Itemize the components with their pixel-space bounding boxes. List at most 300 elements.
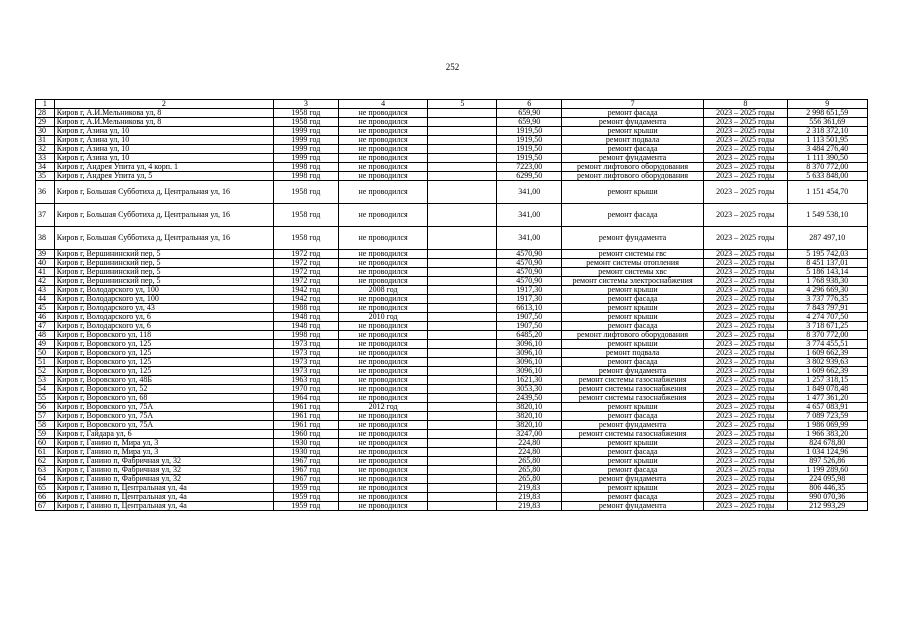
build-year-cell: 1960 год xyxy=(274,430,339,439)
cost-cell: 1 609 662,39 xyxy=(787,367,867,376)
area-cell: 224,80 xyxy=(497,439,562,448)
last-repair-cell: не проводился xyxy=(338,439,428,448)
period-cell: 2023 – 2025 годы xyxy=(704,154,788,163)
period-cell: 2023 – 2025 годы xyxy=(704,268,788,277)
column-header: 4 xyxy=(338,100,428,109)
build-year-cell: 1958 год xyxy=(274,227,339,250)
period-cell: 2023 – 2025 годы xyxy=(704,367,788,376)
work-type-cell: ремонт фундамента xyxy=(562,502,704,511)
work-type-cell: ремонт крыши xyxy=(562,127,704,136)
last-repair-cell: не проводился xyxy=(338,181,428,204)
cost-cell: 8 370 772,00 xyxy=(787,331,867,340)
area-cell: 3096,10 xyxy=(497,349,562,358)
build-year-cell: 1973 год xyxy=(274,349,339,358)
work-type-cell: ремонт крыши xyxy=(562,286,704,295)
cost-cell: 8 370 772,00 xyxy=(787,163,867,172)
period-cell: 2023 – 2025 годы xyxy=(704,412,788,421)
last-repair-cell: не проводился xyxy=(338,484,428,493)
area-cell: 341,00 xyxy=(497,227,562,250)
cost-cell: 1 986 069,99 xyxy=(787,421,867,430)
row-number-cell: 43 xyxy=(36,286,55,295)
row-number-cell: 57 xyxy=(36,412,55,421)
area-cell: 4570,90 xyxy=(497,250,562,259)
table-row xyxy=(36,439,868,448)
address-cell: Киров г, Андрея Упита ул, 5 xyxy=(54,172,273,181)
address-cell: Киров г, А.И.Мельникова ул, 8 xyxy=(54,118,273,127)
last-repair-cell: не проводился xyxy=(338,118,428,127)
empty-cell xyxy=(428,145,497,154)
last-repair-cell: не проводился xyxy=(338,358,428,367)
build-year-cell: 1973 год xyxy=(274,340,339,349)
row-number-cell: 31 xyxy=(36,136,55,145)
cost-cell: 4 274 707,50 xyxy=(787,313,867,322)
last-repair-cell: не проводился xyxy=(338,502,428,511)
empty-cell xyxy=(428,439,497,448)
table-row xyxy=(36,502,868,511)
area-cell: 1907,50 xyxy=(497,322,562,331)
row-number-cell: 46 xyxy=(36,313,55,322)
build-year-cell: 1998 год xyxy=(274,331,339,340)
build-year-cell: 1998 год xyxy=(274,163,339,172)
cost-cell: 1 199 289,60 xyxy=(787,466,867,475)
column-header: 6 xyxy=(497,100,562,109)
address-cell: Киров г, Воровского ул, 125 xyxy=(54,340,273,349)
empty-cell xyxy=(428,172,497,181)
empty-cell xyxy=(428,118,497,127)
empty-cell xyxy=(428,448,497,457)
row-number-cell: 35 xyxy=(36,172,55,181)
area-cell: 3053,30 xyxy=(497,385,562,394)
table-row xyxy=(36,385,868,394)
address-cell: Киров г, Ганино п, Мира ул, 3 xyxy=(54,439,273,448)
period-cell: 2023 – 2025 годы xyxy=(704,136,788,145)
period-cell: 2023 – 2025 годы xyxy=(704,502,788,511)
table-row xyxy=(36,259,868,268)
last-repair-cell: не проводился xyxy=(338,322,428,331)
table-row xyxy=(36,118,868,127)
work-type-cell: ремонт крыши xyxy=(562,403,704,412)
table-row xyxy=(36,376,868,385)
last-repair-cell: не проводился xyxy=(338,145,428,154)
build-year-cell: 1959 год xyxy=(274,502,339,511)
cost-cell: 4 296 669,30 xyxy=(787,286,867,295)
column-header: 9 xyxy=(787,100,867,109)
area-cell: 1919,50 xyxy=(497,127,562,136)
last-repair-cell: не проводился xyxy=(338,268,428,277)
table-row xyxy=(36,358,868,367)
area-cell: 7223,00 xyxy=(497,163,562,172)
period-cell: 2023 – 2025 годы xyxy=(704,304,788,313)
address-cell: Киров г, Воровского ул, 125 xyxy=(54,349,273,358)
row-number-cell: 55 xyxy=(36,394,55,403)
cost-cell: 1 966 383,20 xyxy=(787,430,867,439)
address-cell: Киров г, Большая Субботиха д, Центральная ул, 16 xyxy=(54,227,273,250)
last-repair-cell: не проводился xyxy=(338,448,428,457)
row-number-cell: 44 xyxy=(36,295,55,304)
work-type-cell: ремонт фасада xyxy=(562,448,704,457)
area-cell: 341,00 xyxy=(497,204,562,227)
empty-cell xyxy=(428,466,497,475)
empty-cell xyxy=(428,358,497,367)
area-cell: 659,90 xyxy=(497,109,562,118)
table-row xyxy=(36,181,868,204)
build-year-cell: 1948 год xyxy=(274,322,339,331)
work-type-cell: ремонт фасада xyxy=(562,145,704,154)
work-type-cell: ремонт фасада xyxy=(562,358,704,367)
last-repair-cell: не проводился xyxy=(338,430,428,439)
work-type-cell: ремонт фасада xyxy=(562,412,704,421)
last-repair-cell: не проводился xyxy=(338,340,428,349)
last-repair-cell: 2010 год xyxy=(338,313,428,322)
period-cell: 2023 – 2025 годы xyxy=(704,421,788,430)
empty-cell xyxy=(428,181,497,204)
cost-cell: 7 089 723,59 xyxy=(787,412,867,421)
column-header: 1 xyxy=(36,100,55,109)
empty-cell xyxy=(428,412,497,421)
empty-cell xyxy=(428,322,497,331)
cost-cell: 1 477 361,20 xyxy=(787,394,867,403)
area-cell: 3096,10 xyxy=(497,340,562,349)
last-repair-cell: не проводился xyxy=(338,349,428,358)
empty-cell xyxy=(428,304,497,313)
table-row xyxy=(36,163,868,172)
row-number-cell: 62 xyxy=(36,457,55,466)
period-cell: 2023 – 2025 годы xyxy=(704,331,788,340)
work-type-cell: ремонт фундамента xyxy=(562,227,704,250)
last-repair-cell: не проводился xyxy=(338,475,428,484)
build-year-cell: 1959 год xyxy=(274,493,339,502)
empty-cell xyxy=(428,493,497,502)
period-cell: 2023 – 2025 годы xyxy=(704,358,788,367)
period-cell: 2023 – 2025 годы xyxy=(704,259,788,268)
build-year-cell: 1972 год xyxy=(274,259,339,268)
work-type-cell: ремонт крыши xyxy=(562,181,704,204)
last-repair-cell: не проводился xyxy=(338,331,428,340)
cost-cell: 3 802 939,63 xyxy=(787,358,867,367)
table-row xyxy=(36,493,868,502)
work-type-cell: ремонт подвала xyxy=(562,136,704,145)
row-number-cell: 45 xyxy=(36,304,55,313)
address-cell: Киров г, Воровского ул, 52 xyxy=(54,385,273,394)
work-type-cell: ремонт крыши xyxy=(562,457,704,466)
address-cell: Киров г, Ганино п, Центральная ул, 4а xyxy=(54,502,273,511)
table-row xyxy=(36,127,868,136)
empty-cell xyxy=(428,250,497,259)
build-year-cell: 1942 год xyxy=(274,286,339,295)
row-number-cell: 38 xyxy=(36,227,55,250)
address-cell: Киров г, Воровского ул, 118 xyxy=(54,331,273,340)
area-cell: 6299,50 xyxy=(497,172,562,181)
row-number-cell: 54 xyxy=(36,385,55,394)
table-header-row xyxy=(36,100,868,109)
build-year-cell: 1942 год xyxy=(274,295,339,304)
table-row xyxy=(36,430,868,439)
build-year-cell: 1999 год xyxy=(274,127,339,136)
last-repair-cell: 2012 год xyxy=(338,403,428,412)
address-cell: Киров г, Азина ул, 10 xyxy=(54,145,273,154)
build-year-cell: 1999 год xyxy=(274,154,339,163)
address-cell: Киров г, Гайдара ул, 6 xyxy=(54,430,273,439)
work-type-cell: ремонт системы газоснабжения xyxy=(562,394,704,403)
last-repair-cell: не проводился xyxy=(338,250,428,259)
build-year-cell: 1958 год xyxy=(274,109,339,118)
build-year-cell: 1967 год xyxy=(274,475,339,484)
empty-cell xyxy=(428,430,497,439)
area-cell: 219,83 xyxy=(497,484,562,493)
work-type-cell: ремонт фасада xyxy=(562,466,704,475)
period-cell: 2023 – 2025 годы xyxy=(704,250,788,259)
address-cell: Киров г, Вершининский пер, 5 xyxy=(54,277,273,286)
work-type-cell: ремонт крыши xyxy=(562,484,704,493)
area-cell: 1919,50 xyxy=(497,154,562,163)
work-type-cell: ремонт системы хвс xyxy=(562,268,704,277)
empty-cell xyxy=(428,286,497,295)
table-row xyxy=(36,154,868,163)
build-year-cell: 1970 год xyxy=(274,385,339,394)
area-cell: 659,90 xyxy=(497,118,562,127)
last-repair-cell: не проводился xyxy=(338,421,428,430)
address-cell: Киров г, Володарского ул, 43 xyxy=(54,304,273,313)
table-row xyxy=(36,403,868,412)
address-cell: Киров г, Азина ул, 10 xyxy=(54,127,273,136)
table-row xyxy=(36,136,868,145)
table-row xyxy=(36,421,868,430)
table-row xyxy=(36,268,868,277)
period-cell: 2023 – 2025 годы xyxy=(704,109,788,118)
empty-cell xyxy=(428,421,497,430)
build-year-cell: 1961 год xyxy=(274,421,339,430)
table-row xyxy=(36,250,868,259)
period-cell: 2023 – 2025 годы xyxy=(704,227,788,250)
address-cell: Киров г, Воровского ул, 68 xyxy=(54,394,273,403)
area-cell: 265,80 xyxy=(497,466,562,475)
build-year-cell: 1958 год xyxy=(274,118,339,127)
table-row xyxy=(36,227,868,250)
period-cell: 2023 – 2025 годы xyxy=(704,295,788,304)
work-type-cell: ремонт фасада xyxy=(562,493,704,502)
row-number-cell: 29 xyxy=(36,118,55,127)
address-cell: Киров г, Андрея Упита ул, 4 корп. 1 xyxy=(54,163,273,172)
table-row xyxy=(36,349,868,358)
work-type-cell: ремонт системы газоснабжения xyxy=(562,376,704,385)
row-number-cell: 66 xyxy=(36,493,55,502)
empty-cell xyxy=(428,313,497,322)
address-cell: Киров г, Азина ул, 10 xyxy=(54,154,273,163)
row-number-cell: 51 xyxy=(36,358,55,367)
cost-cell: 1 768 938,30 xyxy=(787,277,867,286)
empty-cell xyxy=(428,136,497,145)
table-row xyxy=(36,172,868,181)
work-type-cell: ремонт системы отопления xyxy=(562,259,704,268)
row-number-cell: 67 xyxy=(36,502,55,511)
row-number-cell: 42 xyxy=(36,277,55,286)
row-number-cell: 36 xyxy=(36,181,55,204)
area-cell: 3820,10 xyxy=(497,412,562,421)
period-cell: 2023 – 2025 годы xyxy=(704,163,788,172)
work-type-cell: ремонт фундамента xyxy=(562,475,704,484)
period-cell: 2023 – 2025 годы xyxy=(704,277,788,286)
build-year-cell: 1972 год xyxy=(274,268,339,277)
area-cell: 4570,90 xyxy=(497,277,562,286)
row-number-cell: 48 xyxy=(36,331,55,340)
column-header: 8 xyxy=(704,100,788,109)
row-number-cell: 60 xyxy=(36,439,55,448)
address-cell: Киров г, Ганино п, Фабричная ул, 32 xyxy=(54,457,273,466)
table-row xyxy=(36,466,868,475)
address-cell: Киров г, Воровского ул, 75А xyxy=(54,403,273,412)
last-repair-cell: не проводился xyxy=(338,385,428,394)
table-row xyxy=(36,304,868,313)
address-cell: Киров г, Володарского ул, 6 xyxy=(54,313,273,322)
period-cell: 2023 – 2025 годы xyxy=(704,204,788,227)
capital-repair-table xyxy=(35,99,868,511)
work-type-cell: ремонт лифтового оборудования xyxy=(562,172,704,181)
empty-cell xyxy=(428,385,497,394)
address-cell: Киров г, Воровского ул, 125 xyxy=(54,367,273,376)
period-cell: 2023 – 2025 годы xyxy=(704,439,788,448)
last-repair-cell: не проводился xyxy=(338,172,428,181)
cost-cell: 3 484 276,40 xyxy=(787,145,867,154)
table-row xyxy=(36,145,868,154)
row-number-cell: 28 xyxy=(36,109,55,118)
cost-cell: 2 998 651,59 xyxy=(787,109,867,118)
work-type-cell: ремонт системы электроснабжения xyxy=(562,277,704,286)
period-cell: 2023 – 2025 годы xyxy=(704,394,788,403)
build-year-cell: 1988 год xyxy=(274,304,339,313)
work-type-cell: ремонт фундамента xyxy=(562,154,704,163)
table-row xyxy=(36,394,868,403)
last-repair-cell: не проводился xyxy=(338,163,428,172)
empty-cell xyxy=(428,349,497,358)
cost-cell: 5 186 143,14 xyxy=(787,268,867,277)
cost-cell: 5 195 742,03 xyxy=(787,250,867,259)
period-cell: 2023 – 2025 годы xyxy=(704,340,788,349)
row-number-cell: 50 xyxy=(36,349,55,358)
row-number-cell: 39 xyxy=(36,250,55,259)
table-body xyxy=(36,109,868,511)
empty-cell xyxy=(428,502,497,511)
last-repair-cell: не проводился xyxy=(338,457,428,466)
table-row xyxy=(36,340,868,349)
cost-cell: 2 318 372,10 xyxy=(787,127,867,136)
empty-cell xyxy=(428,331,497,340)
last-repair-cell: не проводился xyxy=(338,466,428,475)
table-row xyxy=(36,457,868,466)
period-cell: 2023 – 2025 годы xyxy=(704,466,788,475)
area-cell: 265,80 xyxy=(497,475,562,484)
last-repair-cell: не проводился xyxy=(338,367,428,376)
row-number-cell: 52 xyxy=(36,367,55,376)
column-header: 7 xyxy=(562,100,704,109)
empty-cell xyxy=(428,484,497,493)
area-cell: 3820,10 xyxy=(497,421,562,430)
last-repair-cell: не проводился xyxy=(338,304,428,313)
empty-cell xyxy=(428,127,497,136)
build-year-cell: 1967 год xyxy=(274,466,339,475)
area-cell: 3096,10 xyxy=(497,358,562,367)
build-year-cell: 1930 год xyxy=(274,448,339,457)
build-year-cell: 1959 год xyxy=(274,484,339,493)
last-repair-cell: не проводился xyxy=(338,227,428,250)
empty-cell xyxy=(428,475,497,484)
work-type-cell: ремонт системы газоснабжения xyxy=(562,385,704,394)
work-type-cell: ремонт системы гвс xyxy=(562,250,704,259)
last-repair-cell: не проводился xyxy=(338,493,428,502)
cost-cell: 990 070,36 xyxy=(787,493,867,502)
column-header: 5 xyxy=(428,100,497,109)
table-row xyxy=(36,295,868,304)
build-year-cell: 1963 год xyxy=(274,376,339,385)
table-row xyxy=(36,367,868,376)
cost-cell: 1 151 454,70 xyxy=(787,181,867,204)
row-number-cell: 40 xyxy=(36,259,55,268)
last-repair-cell: не проводился xyxy=(338,394,428,403)
address-cell: Киров г, Ганино п, Центральная ул, 4а xyxy=(54,493,273,502)
address-cell: Киров г, Вершининский пер, 5 xyxy=(54,250,273,259)
row-number-cell: 59 xyxy=(36,430,55,439)
empty-cell xyxy=(428,403,497,412)
address-cell: Киров г, Вершининский пер, 5 xyxy=(54,259,273,268)
period-cell: 2023 – 2025 годы xyxy=(704,145,788,154)
last-repair-cell: не проводился xyxy=(338,259,428,268)
row-number-cell: 37 xyxy=(36,204,55,227)
work-type-cell: ремонт фундамента xyxy=(562,118,704,127)
empty-cell xyxy=(428,227,497,250)
build-year-cell: 1964 год xyxy=(274,394,339,403)
period-cell: 2023 – 2025 годы xyxy=(704,118,788,127)
row-number-cell: 32 xyxy=(36,145,55,154)
address-cell: Киров г, Володарского ул, 100 xyxy=(54,286,273,295)
work-type-cell: ремонт крыши xyxy=(562,304,704,313)
address-cell: Киров г, А.И.Мельникова ул, 8 xyxy=(54,109,273,118)
empty-cell xyxy=(428,109,497,118)
build-year-cell: 1961 год xyxy=(274,403,339,412)
address-cell: Киров г, Воровского ул, 75А xyxy=(54,412,273,421)
table-row xyxy=(36,484,868,493)
cost-cell: 1 849 078,48 xyxy=(787,385,867,394)
cost-cell: 4 657 083,91 xyxy=(787,403,867,412)
work-type-cell: ремонт крыши xyxy=(562,313,704,322)
period-cell: 2023 – 2025 годы xyxy=(704,172,788,181)
work-type-cell: ремонт фасада xyxy=(562,295,704,304)
empty-cell xyxy=(428,268,497,277)
last-repair-cell: не проводился xyxy=(338,127,428,136)
last-repair-cell: 2008 год xyxy=(338,286,428,295)
area-cell: 1917,30 xyxy=(497,295,562,304)
address-cell: Киров г, Ганино п, Фабричная ул, 32 xyxy=(54,475,273,484)
area-cell: 4570,90 xyxy=(497,268,562,277)
table-row xyxy=(36,286,868,295)
period-cell: 2023 – 2025 годы xyxy=(704,127,788,136)
build-year-cell: 1972 год xyxy=(274,277,339,286)
page-number: 252 xyxy=(445,62,460,72)
cost-cell: 5 633 848,00 xyxy=(787,172,867,181)
area-cell: 224,80 xyxy=(497,448,562,457)
work-type-cell: ремонт подвала xyxy=(562,349,704,358)
cost-cell: 1 113 501,95 xyxy=(787,136,867,145)
row-number-cell: 63 xyxy=(36,466,55,475)
period-cell: 2023 – 2025 годы xyxy=(704,313,788,322)
empty-cell xyxy=(428,394,497,403)
empty-cell xyxy=(428,376,497,385)
row-number-cell: 53 xyxy=(36,376,55,385)
area-cell: 1621,30 xyxy=(497,376,562,385)
period-cell: 2023 – 2025 годы xyxy=(704,403,788,412)
table-row xyxy=(36,313,868,322)
column-header: 3 xyxy=(274,100,339,109)
row-number-cell: 34 xyxy=(36,163,55,172)
area-cell: 2439,50 xyxy=(497,394,562,403)
